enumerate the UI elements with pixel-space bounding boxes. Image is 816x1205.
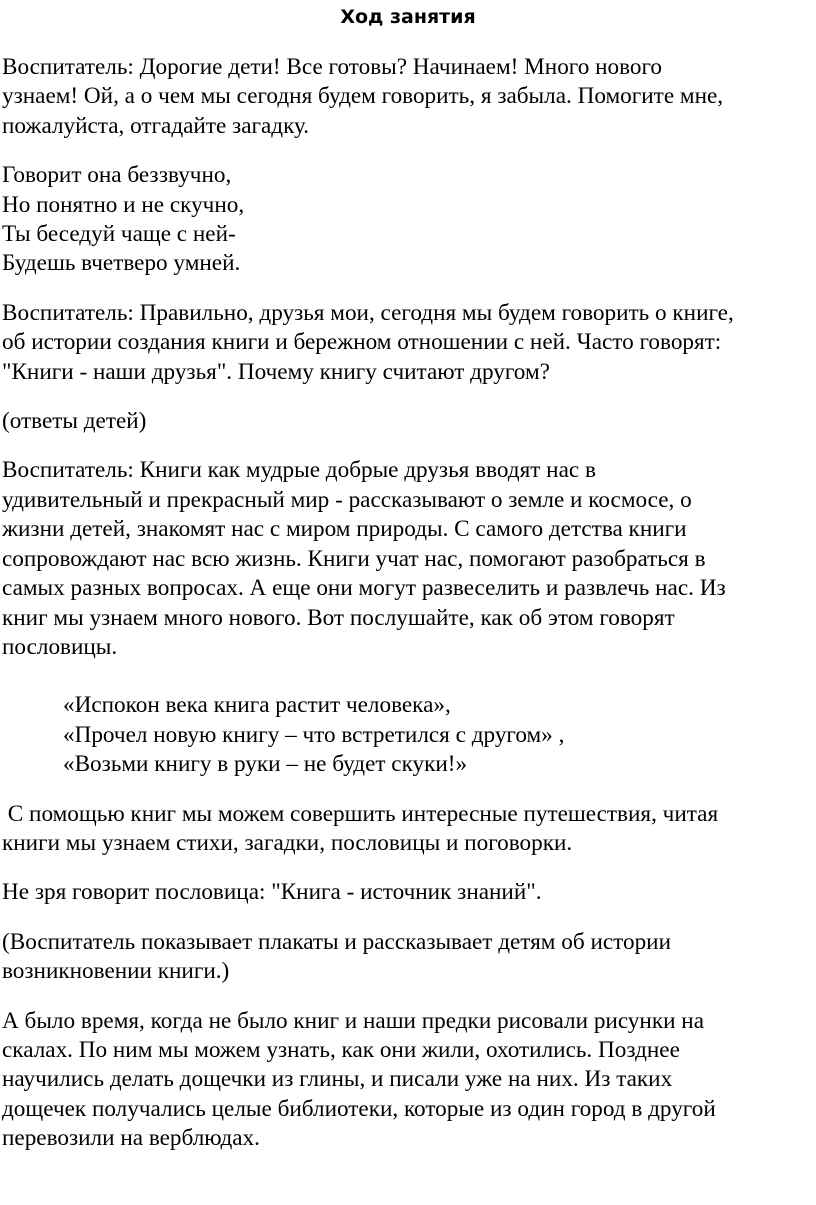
lesson-title: Ход занятия: [340, 6, 476, 28]
paragraph-wise-friends: [2, 456, 814, 662]
text-line: Говорит она беззвучно,: [2, 162, 232, 189]
text-line: Будешь вчетверо умней.: [2, 250, 241, 277]
paragraph-intro: [2, 53, 814, 141]
text-line: удивительный и прекрасный мир - рассказывают о земле и космосе, о: [2, 486, 692, 513]
text-line: самых разных вопросах. А еще они могут развеселить и развлечь нас. Из: [2, 575, 726, 602]
text-line: "Книги - наши друзья". Почему книгу считают другом?: [2, 358, 550, 385]
text-line: научились делать дощечки из глины, и писали уже на них. Из таких: [2, 1066, 673, 1093]
text-line: А было время, когда не было книг и наши предки рисовали рисунки на: [2, 1007, 704, 1034]
text-line: пословицы.: [2, 633, 118, 660]
proverb-line: «Испокон века книга растит человека»,: [63, 692, 451, 719]
paragraph-posters: [2, 928, 814, 987]
text-line: пожалуйста, отгадайте загадку.: [2, 112, 310, 139]
text-line: сопровождают нас всю жизнь. Книги учат нас, помогают разобраться в: [2, 545, 706, 572]
paragraph-proverbs: [2, 691, 814, 779]
paragraph-riddle: [2, 161, 814, 279]
text-line: скалах. По ним мы можем узнать, как они жили, охотились. Позднее: [2, 1036, 680, 1063]
text-line: (ответы детей): [2, 408, 147, 435]
paragraph-books-friends: [2, 299, 814, 387]
text-line: Но понятно и не скучно,: [2, 191, 245, 218]
text-line: возникновении книги.): [2, 958, 230, 985]
document-page: [2, 0, 814, 1154]
paragraph-source-of-knowledge: [2, 878, 814, 907]
text-line: С помощью книг мы можем совершить интересные путешествия, читая: [2, 800, 719, 827]
text-line: Воспитатель: Дорогие дети! Все готовы? Начинаем! Много нового: [2, 54, 663, 80]
text-line: книги мы узнаем стихи, загадки, пословицы и поговорки.: [2, 829, 573, 856]
paragraph-children-answers: [2, 407, 814, 436]
paragraph-travel: [2, 800, 814, 859]
text-line: узнаем! Ой, а о чем мы сегодня будем говорить, я забыла. Помогите мне,: [2, 83, 724, 110]
proverb-line: «Возьми книгу в руки – не будет скуки!»: [63, 751, 468, 778]
text-line: книг мы узнаем много нового. Вот послушайте, как об этом говорят: [2, 604, 675, 631]
proverb-line: «Прочел новую книгу – что встретился с другом» ,: [63, 721, 565, 748]
text-line: Воспитатель: Книги как мудрые добрые друзья вводят нас в: [2, 457, 596, 484]
text-line: жизни детей, знакомят нас с миром природы. С самого детства книги: [2, 516, 687, 543]
text-line: Не зря говорит пословица: "Книга - источник знаний".: [2, 879, 542, 906]
text-line: (Воспитатель показывает плакаты и рассказывает детям об истории: [2, 928, 671, 955]
text-line: Ты беседуй чаще с ней-: [2, 221, 236, 248]
text-line: перевозили на верблюдах.: [2, 1125, 260, 1152]
paragraph-history: [2, 1007, 814, 1154]
text-line: Воспитатель: Правильно, друзья мои, сегодня мы будем говорить о книге,: [2, 299, 734, 326]
text-line: об истории создания книги и бережном отношении с ней. Часто говорят:: [2, 329, 722, 356]
text-line: дощечек получались целые библиотеки, которые из один город в другой: [2, 1095, 716, 1122]
